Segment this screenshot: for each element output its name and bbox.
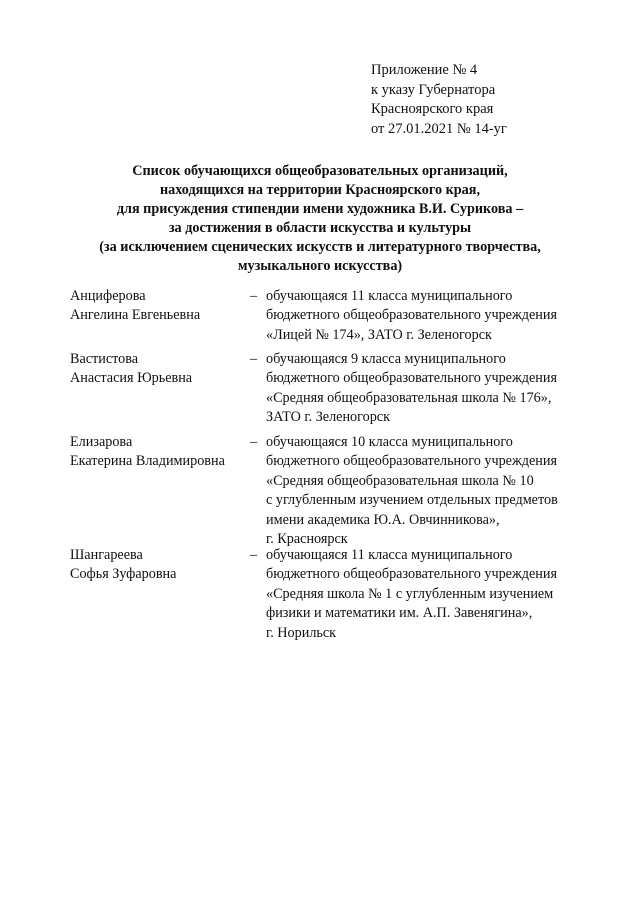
student-description: [266, 433, 606, 549]
student-name: [70, 287, 258, 326]
student-given-name: Софья Зуфаровна: [70, 566, 177, 583]
title-line: находящихся на территории Красноярского края,: [159, 182, 481, 198]
appendix-line: от 27.01.2021 № 14-уг: [371, 120, 507, 137]
description-line: имени академика Ю.А. Овчинникова»,: [266, 511, 500, 528]
description-line: физики и математики им. А.П. Завенягина»,: [266, 605, 533, 622]
student-name: [70, 433, 258, 472]
document-title: [40, 162, 600, 276]
description-line: «Средняя общеобразовательная школа № 176»,: [266, 389, 552, 406]
student-surname: Шангареева: [70, 547, 143, 563]
description-line: обучающаяся 9 класса муниципального: [266, 351, 506, 367]
appendix-header: [371, 61, 621, 139]
entry-dash: –: [250, 351, 258, 367]
description-line: г. Норильск: [266, 624, 337, 641]
entry-dash: –: [250, 288, 258, 304]
description-line: г. Красноярск: [266, 531, 348, 548]
student-name: [70, 546, 258, 585]
appendix-line: к указу Губернатора: [371, 81, 496, 98]
title-line: Список обучающихся общеобразовательных организаций,: [132, 163, 508, 179]
title-line: за достижения в области искусства и культуры: [168, 220, 472, 236]
description-line: бюджетного общеобразовательного учреждения: [266, 307, 558, 324]
title-line: музыкального искусства): [237, 258, 403, 274]
description-line: обучающаяся 11 класса муниципального: [266, 547, 513, 563]
description-line: обучающаяся 10 класса муниципального: [266, 434, 513, 450]
title-line: (за исключением сценических искусств и литературного творчества,: [99, 239, 541, 255]
student-surname: Анциферова: [70, 288, 146, 304]
student-given-name: Ангелина Евгеньевна: [70, 307, 201, 324]
appendix-line: Приложение № 4: [371, 62, 478, 78]
title-line: для присуждения стипендии имени художника В.И. Сурикова –: [116, 201, 524, 217]
student-description: [266, 350, 606, 428]
entry-dash: –: [250, 547, 258, 563]
appendix-line: Красноярского края: [371, 101, 494, 117]
student-description: [266, 546, 606, 643]
description-line: бюджетного общеобразовательного учреждения: [266, 370, 558, 387]
description-line: «Средняя общеобразовательная школа № 10: [266, 472, 534, 489]
entry-dash: –: [250, 434, 258, 450]
description-line: ЗАТО г. Зеленогорск: [266, 409, 390, 426]
description-line: «Лицей № 174», ЗАТО г. Зеленогорск: [266, 326, 492, 343]
description-line: бюджетного общеобразовательного учреждения: [266, 453, 558, 470]
student-surname: Елизарова: [70, 434, 133, 450]
student-given-name: Анастасия Юрьевна: [70, 370, 193, 387]
description-line: «Средняя школа № 1 с углубленным изучением: [266, 585, 554, 602]
description-line: с углубленным изучением отдельных предметов: [266, 492, 558, 509]
student-description: [266, 287, 606, 345]
description-line: обучающаяся 11 класса муниципального: [266, 288, 513, 304]
description-line: бюджетного общеобразовательного учреждения: [266, 566, 558, 583]
student-surname: Вастистова: [70, 351, 139, 367]
student-given-name: Екатерина Владимировна: [70, 453, 225, 470]
student-name: [70, 350, 258, 389]
